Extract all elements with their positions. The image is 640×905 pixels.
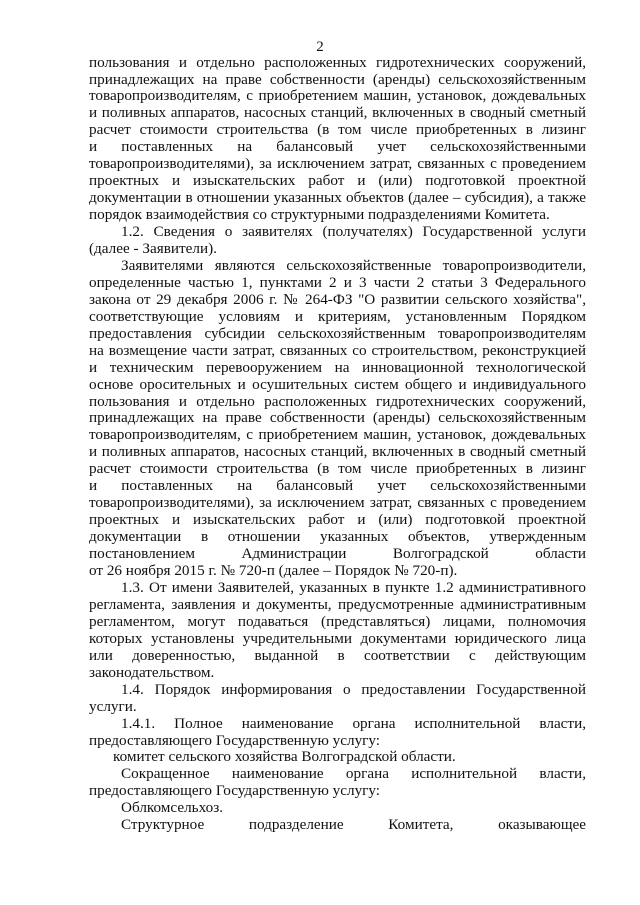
text-line: принадлежащих на праве собственности (аренды) сельскохозяйственным [89, 70, 586, 88]
text-line: и поливных аппаратов, насосных станций, включенных в сводный сметный [89, 104, 586, 122]
text-line: комитет сельского хозяйства Волгоградской области. [113, 748, 456, 766]
text-line: и поставленных на балансовый учет сельскохозяйственными [89, 477, 586, 495]
text-line: или доверенностью, выданной в соответствии с действующим [89, 646, 586, 664]
page-number: 2 [316, 39, 324, 55]
text-line: 1.3. От имени Заявителей, указанных в пункте 1.2 административного [121, 578, 586, 596]
text-line: товаропроизводителями), за исключением затрат, связанных с проведением [89, 155, 586, 173]
text-line: порядок взаимодействия со структурными подразделениями Комитета. [89, 206, 550, 223]
text-line: (далее - Заявители). [89, 239, 217, 257]
text-line: и техническим перевооружением на инновационной технологической [89, 358, 586, 376]
text-line: принадлежащих на праве собственности (аренды) сельскохозяйственным [89, 409, 586, 427]
text-line: расчет стоимости строительства (в том числе приобретенных в лизинг [89, 460, 586, 478]
text-line: пользования и отдельно расположенных гидротехнических сооружений, [89, 53, 586, 71]
text-line: документации в отношении указанных объектов (далее – субсидия), а также [89, 189, 586, 207]
text-line: определенные частью 1, пунктами 2 и 3 части 2 статьи 3 Федерального [89, 273, 586, 291]
text-line: Структурное подразделение Комитета, оказывающее [121, 816, 586, 834]
text-line: 1.2. Сведения о заявителях (получателях) Государственной услуги [121, 223, 586, 240]
text-line: услуги. [89, 697, 137, 715]
text-line: и поливных аппаратов, насосных станций, включенных в сводный сметный [89, 443, 586, 461]
text-line: Заявителями являются сельскохозяйственные товаропроизводители, [121, 256, 586, 274]
text-line: и поставленных на балансовый учет сельскохозяйственными [89, 138, 586, 156]
text-line: Облкомсельхоз. [121, 799, 223, 817]
text-line: пользования и отдельно расположенных гидротехнических сооружений, [89, 392, 586, 410]
text-line: товаропроизводителям, с приобретением машин, установок, дождевальных [89, 426, 586, 444]
text-line: 1.4.1. Полное наименование органа исполнительной власти, [121, 714, 586, 732]
text-line: предоставляющего Государственную услугу: [89, 731, 381, 749]
text-line: регламента, заявления и документы, предусмотренные административным [89, 595, 586, 613]
text-line: товаропроизводителям, с приобретением машин, установок, дождевальных [89, 87, 586, 105]
text-line: документации в отношении указанных объектов, утвержденным [89, 528, 586, 546]
text-line: постановлением Администрации Волгоградской области [89, 545, 586, 562]
text-line: предоставления субсидии сельскохозяйственным товаропроизводителям [89, 324, 586, 342]
text-line: закона от 29 декабря 2006 г. № 264-ФЗ "О развитии сельского хозяйства", [89, 290, 586, 308]
text-line: расчет стоимости строительства (в том числе приобретенных в лизинг [89, 121, 586, 139]
text-line: проектных и изыскательских работ и (или) подготовкой проектной [89, 172, 586, 190]
text-line: которых установлены учредительными документами юридического лица [89, 629, 586, 647]
text-line: основе оросительных и осушительных систем общего и индивидуального [89, 375, 586, 393]
text-line: проектных и изыскательских работ и (или) подготовкой проектной [89, 511, 586, 529]
text-line: законодательством. [89, 663, 215, 681]
text-line: от 26 ноября 2015 г. № 720-п (далее – Порядок № 720-п). [89, 562, 458, 579]
text-line: регламентом, могут подаваться (представляться) лицами, полномочия [89, 612, 586, 630]
text-line: на возмещение части затрат, связанных со строительством, реконструкцией [89, 341, 586, 359]
text-line: товаропроизводителями), за исключением затрат, связанных с проведением [89, 494, 586, 512]
text-line: Сокращенное наименование органа исполнительной власти, [121, 765, 586, 783]
text-line: 1.4. Порядок информирования о предоставлении Государственной [121, 680, 586, 698]
text-line: соответствующие условиям и критериям, установленным Порядком [89, 307, 586, 325]
text-line: предоставляющего Государственную услугу: [89, 782, 381, 800]
